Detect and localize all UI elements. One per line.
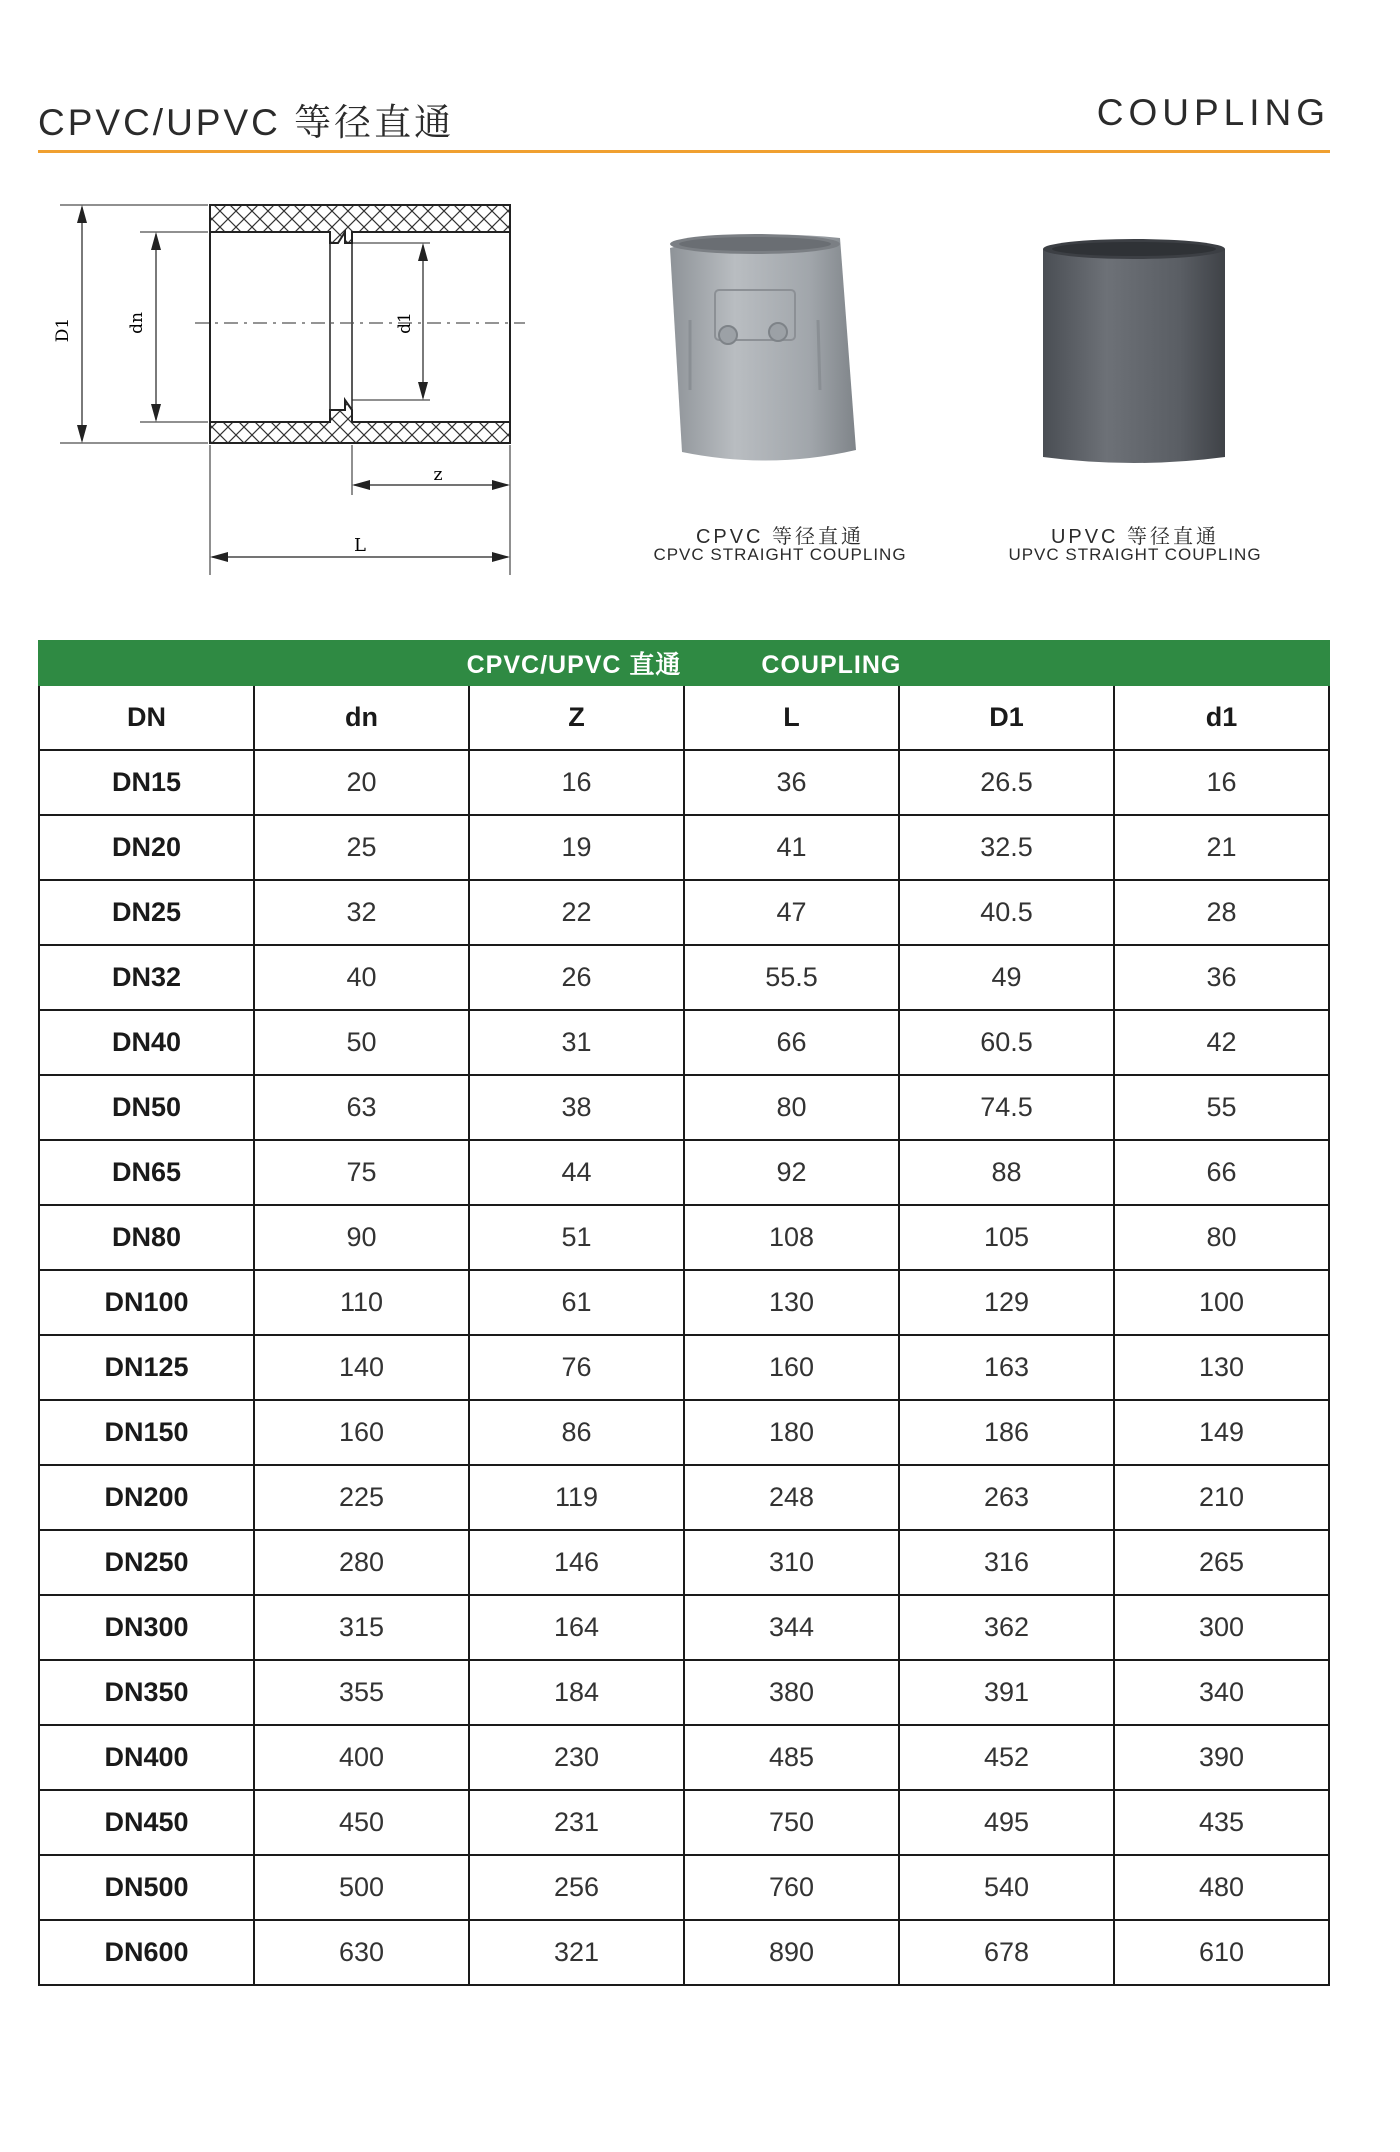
cell-value: 315 [254, 1595, 469, 1660]
cell-value: 20 [254, 750, 469, 815]
table-row [39, 1335, 1329, 1400]
page-title: CPVC/UPVC 等径直通 [38, 102, 455, 143]
cell-nominal-size: DN65 [39, 1140, 254, 1205]
cell-nominal-size: DN25 [39, 880, 254, 945]
cell-value: 32.5 [899, 815, 1114, 880]
cell-value: 88 [899, 1140, 1114, 1205]
cell-value: 890 [684, 1920, 899, 1985]
cell-value: 63 [254, 1075, 469, 1140]
cell-value: 60.5 [899, 1010, 1114, 1075]
cell-value: 90 [254, 1205, 469, 1270]
cell-value: 76 [469, 1335, 684, 1400]
bottom-wall-section [210, 400, 510, 443]
cell-value: 80 [1114, 1205, 1329, 1270]
table-row [39, 1530, 1329, 1595]
cell-value: 75 [254, 1140, 469, 1205]
table-header-row [39, 685, 1329, 750]
cell-value: 164 [469, 1595, 684, 1660]
cell-nominal-size: DN250 [39, 1530, 254, 1595]
cell-value: 42 [1114, 1010, 1329, 1075]
cell-value: 55.5 [684, 945, 899, 1010]
cell-nominal-size: DN400 [39, 1725, 254, 1790]
table-row [39, 945, 1329, 1010]
cell-nominal-size: DN125 [39, 1335, 254, 1400]
cell-value: 452 [899, 1725, 1114, 1790]
cell-value: 184 [469, 1660, 684, 1725]
cell-value: 231 [469, 1790, 684, 1855]
table-row [39, 815, 1329, 880]
cell-value: 610 [1114, 1920, 1329, 1985]
cell-value: 248 [684, 1465, 899, 1530]
table-banner [39, 641, 1329, 685]
column-header-Z: Z [469, 685, 684, 750]
table-row [39, 1010, 1329, 1075]
cell-value: 40 [254, 945, 469, 1010]
cell-value: 230 [469, 1725, 684, 1790]
cell-value: 47 [684, 880, 899, 945]
label-z: z [433, 465, 443, 485]
cell-value: 38 [469, 1075, 684, 1140]
table-row [39, 1075, 1329, 1140]
cell-value: 41 [684, 815, 899, 880]
cell-value: 391 [899, 1660, 1114, 1725]
cell-value: 180 [684, 1400, 899, 1465]
cell-value: 31 [469, 1010, 684, 1075]
cell-value: 66 [1114, 1140, 1329, 1205]
cell-value: 119 [469, 1465, 684, 1530]
cell-value: 225 [254, 1465, 469, 1530]
label-d1: d1 [395, 312, 415, 334]
cell-nominal-size: DN80 [39, 1205, 254, 1270]
table-row [39, 1400, 1329, 1465]
cell-value: 390 [1114, 1725, 1329, 1790]
cell-value: 380 [684, 1660, 899, 1725]
cell-value: 86 [469, 1400, 684, 1465]
cell-value: 210 [1114, 1465, 1329, 1530]
cell-value: 92 [684, 1140, 899, 1205]
cell-value: 74.5 [899, 1075, 1114, 1140]
cell-nominal-size: DN15 [39, 750, 254, 815]
table-row [39, 750, 1329, 815]
cell-value: 149 [1114, 1400, 1329, 1465]
cell-value: 146 [469, 1530, 684, 1595]
cell-value: 340 [1114, 1660, 1329, 1725]
upvc-coupling-image [1035, 235, 1235, 470]
cell-value: 760 [684, 1855, 899, 1920]
upvc-caption-chinese: UPVC 等径直通 [1050, 526, 1220, 548]
cell-value: 108 [684, 1205, 899, 1270]
cell-value: 500 [254, 1855, 469, 1920]
cell-value: 16 [469, 750, 684, 815]
column-header-L: L [684, 685, 899, 750]
cell-value: 480 [1114, 1855, 1329, 1920]
cell-nominal-size: DN500 [39, 1855, 254, 1920]
cell-value: 435 [1114, 1790, 1329, 1855]
cell-value: 19 [469, 815, 684, 880]
table-row [39, 1205, 1329, 1270]
cell-value: 32 [254, 880, 469, 945]
table-row [39, 1595, 1329, 1660]
cell-value: 110 [254, 1270, 469, 1335]
cell-value: 450 [254, 1790, 469, 1855]
cell-value: 678 [899, 1920, 1114, 1985]
cell-value: 362 [899, 1595, 1114, 1660]
table-row [39, 1270, 1329, 1335]
cell-value: 129 [899, 1270, 1114, 1335]
cell-value: 51 [469, 1205, 684, 1270]
cell-value: 26 [469, 945, 684, 1010]
table-banner-subtitle: COUPLING [761, 651, 902, 679]
cell-value: 25 [254, 815, 469, 880]
cell-value: 26.5 [899, 750, 1114, 815]
column-header-d1: d1 [1114, 685, 1329, 750]
cell-nominal-size: DN300 [39, 1595, 254, 1660]
cell-value: 105 [899, 1205, 1114, 1270]
table-banner-row [39, 641, 1329, 685]
cell-value: 55 [1114, 1075, 1329, 1140]
cell-value: 130 [684, 1270, 899, 1335]
cell-value: 495 [899, 1790, 1114, 1855]
upvc-caption-english: UPVC STRAIGHT COUPLING [1008, 545, 1262, 564]
cell-value: 80 [684, 1075, 899, 1140]
page-title-english: COUPLING [1096, 92, 1330, 133]
table-row [39, 1660, 1329, 1725]
cell-value: 66 [684, 1010, 899, 1075]
cell-nominal-size: DN20 [39, 815, 254, 880]
table-body [39, 750, 1329, 1985]
table-row [39, 1920, 1329, 1985]
cell-nominal-size: DN40 [39, 1010, 254, 1075]
cell-nominal-size: DN32 [39, 945, 254, 1010]
cell-value: 485 [684, 1725, 899, 1790]
label-D1: D1 [53, 317, 73, 343]
table-row [39, 1790, 1329, 1855]
cell-value: 344 [684, 1595, 899, 1660]
cell-value: 22 [469, 880, 684, 945]
cell-value: 160 [684, 1335, 899, 1400]
cell-value: 50 [254, 1010, 469, 1075]
table-banner-title: CPVC/UPVC 直通 [466, 651, 682, 679]
cpvc-caption-english: CPVC STRAIGHT COUPLING [653, 545, 907, 564]
table-row [39, 1140, 1329, 1205]
cell-value: 130 [1114, 1335, 1329, 1400]
cell-value: 61 [469, 1270, 684, 1335]
cell-value: 265 [1114, 1530, 1329, 1595]
cell-nominal-size: DN50 [39, 1075, 254, 1140]
table-row [39, 1725, 1329, 1790]
cell-value: 44 [469, 1140, 684, 1205]
column-header-DN: DN [39, 685, 254, 750]
column-header-dn: dn [254, 685, 469, 750]
coupling-spec-table [38, 640, 1330, 1986]
column-header-D1: D1 [899, 685, 1114, 750]
page-header [38, 92, 1330, 152]
cell-value: 163 [899, 1335, 1114, 1400]
cell-value: 16 [1114, 750, 1329, 815]
cell-value: 321 [469, 1920, 684, 1985]
cell-value: 36 [1114, 945, 1329, 1010]
cell-value: 400 [254, 1725, 469, 1790]
table-row [39, 880, 1329, 945]
cell-value: 140 [254, 1335, 469, 1400]
cell-nominal-size: DN450 [39, 1790, 254, 1855]
cpvc-caption-chinese: CPVC 等径直通 [695, 526, 865, 548]
cell-value: 100 [1114, 1270, 1329, 1335]
cell-value: 21 [1114, 815, 1329, 880]
cell-value: 750 [684, 1790, 899, 1855]
cell-value: 316 [899, 1530, 1114, 1595]
cpvc-coupling-image [660, 230, 870, 470]
top-wall-section [210, 205, 510, 243]
cell-nominal-size: DN600 [39, 1920, 254, 1985]
cell-value: 355 [254, 1660, 469, 1725]
label-dn: dn [127, 312, 147, 334]
coupling-cross-section-drawing [53, 195, 530, 585]
table-row [39, 1465, 1329, 1530]
cell-nominal-size: DN350 [39, 1660, 254, 1725]
cell-value: 540 [899, 1855, 1114, 1920]
cell-value: 263 [899, 1465, 1114, 1530]
cell-value: 49 [899, 945, 1114, 1010]
cell-value: 630 [254, 1920, 469, 1985]
cell-value: 300 [1114, 1595, 1329, 1660]
label-L: L [354, 535, 366, 556]
cell-nominal-size: DN200 [39, 1465, 254, 1530]
cell-nominal-size: DN150 [39, 1400, 254, 1465]
cell-value: 186 [899, 1400, 1114, 1465]
cell-value: 256 [469, 1855, 684, 1920]
cell-nominal-size: DN100 [39, 1270, 254, 1335]
header-divider [38, 150, 1330, 153]
cell-value: 160 [254, 1400, 469, 1465]
cell-value: 280 [254, 1530, 469, 1595]
cell-value: 28 [1114, 880, 1329, 945]
cell-value: 36 [684, 750, 899, 815]
cell-value: 310 [684, 1530, 899, 1595]
cell-value: 40.5 [899, 880, 1114, 945]
table-row [39, 1855, 1329, 1920]
